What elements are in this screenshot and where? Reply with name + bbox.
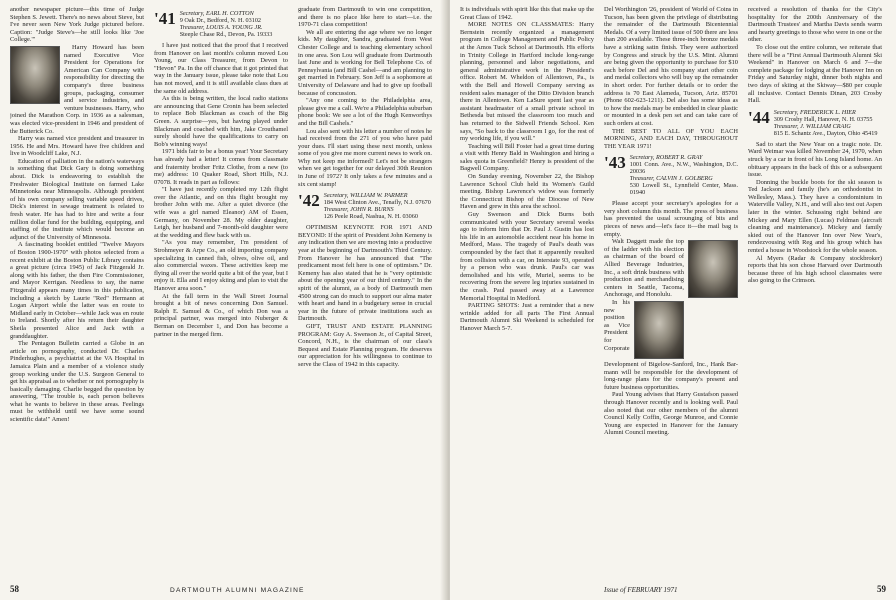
right-column-1 [460, 6, 594, 333]
paragraph: MORE NOTES ON CLASSMATES: Harry Bernstein recently organized a management program in College Management and Public Policy at the Amos Tuck School at Dartmouth. His efforts in Trinity College in Hartford include long-range planning, personnel and labor negotiations, and general administrative work in the President's office. Robert M. Wheldon of Allentown, Pa., is with the Bell and Howell Company serving as resident sales manager of the Ditto Division branch there in Allentown. Ken LaSure spent last year as assistant headmaster of a small private school in Bethesda but missed the classroom too much and has returned to the Sidwell Friends School. Ken says, "So back to the classroom I go, for the rest of my working life, if you will." [460, 21, 594, 143]
paragraph: "As you may remember, I'm president of Strohmeyer & Arpe Co., an old importing company specializing in canned fish, olives, olive oil, and also commercial waxes. These activities keep me flying all over the world quite a bit of the year, but I enjoy it. Ella and I enjoy skiing and plan to visit the Hanover area soon." [154, 239, 288, 292]
paragraph [10, 44, 144, 135]
paragraph: We all are entering the age where we no longer kids. My daughter, Sandra, graduated from West Chester College and is teaching elementary school in one area. Son Lou will graduate from Dartmouth last June and is working for Bell Telephone Co. of Pennsylvania (and Bill Cashel—and am planning to get married in February. Son Jeff is a sophomore at University of Delaware and had to give up football because of concussion. [298, 28, 432, 97]
magazine-name: DARTMOUTH ALUMNI MAGAZINE [170, 587, 305, 594]
class-year: '44 [748, 107, 770, 127]
class-officers [180, 10, 273, 38]
treasurer-name: Treasurer, JOHN R. BURNS [323, 206, 394, 214]
treasurer-address: 126 Peele Road, Nashua, N. H. 03060 [323, 213, 418, 221]
class-year: '43 [604, 153, 626, 173]
treasurer-name: Treasurer, J. WILLIAM CRAIG [773, 122, 851, 130]
paragraph: At the fall term in the Wall Street Journal brought a bit of news concerning Don Samuel. Ralph E. Samuel & Co., of which Don was a principal partner, was merged into Nuberger & Berman on December 1, and Don has become a partner in the merged firm. [154, 292, 288, 338]
left-page [0, 0, 446, 600]
secretary-address: 1001 Conn. Ave., N.W., Washington, D.C. 20036 [629, 161, 738, 176]
page-number: 58 [10, 584, 19, 594]
paragraph: "Any one coming to the Philadelphia area, please give me a call. We're a Philadelphia suburban phone book: We see a lot of the Hugh Kenworthys and the Bill Cashels." [298, 97, 432, 127]
paragraph: another newspaper picture—this time of Judge Stephen S. Jewett. There's no news about Steve, but I've never seen New York Judge pictured before. Caption: "Judge Steve's—he still looks like 'Joe College.'" [10, 6, 144, 44]
secretary-name: Secretary, ROBERT R. GRAY [629, 154, 703, 162]
secretary-address: 9 Oak Dr., Bedford, N. H. 03102 [179, 17, 262, 24]
secretary-name: Secretary, WILLIAM W. PARMER [323, 192, 408, 200]
paragraph: PARTING SHOTS: Just a reminder that a new wrinkle added for all parts The First Annual Dartmouth Alumni Ski Weekend is scheduled for Hanover March 5-7. [460, 302, 594, 332]
paragraph: A fascinating booklet entitled "Twelve Mayors of Boston 1900-1970" with photos selected from a recent exhibit at the Boston Public Library contains a great picture (circa 1945) of Jack Fitzgerald Jr. along with his father, the then Fire Commissioner, and Mayor Kerrigan. Needless to say, the name Fitzgerald appears many times in this publication, including a sketch by Laurie "Red" Hermann at Logan Airport while the latter was en route to Midland early in October—while Jack was en route to Ireland. Shortly after his return their daughter Sheila presented Alice and Jack with a granddaughter. [10, 241, 144, 340]
left-column-3 [298, 6, 432, 369]
portrait-photo-harry-howard [10, 46, 60, 104]
paragraph: Al Myers (Radar & Company stockbroker) reports that his son chose Harvard over Dartmouth because three of his high school classmates were also going to the Crimson. [748, 254, 882, 285]
page-number: 59 [877, 584, 886, 594]
portrait-photo-hank-barmann [634, 301, 684, 359]
paragraph: "I have just recently completed my 12th flight over the Atlantic, and on this flight brought my brother John with me. After a quiet divorce (the wife was a girl named Eleanor) AM of Essen, Germany, on November 28. My older daughter, Leigh, her husband and 7-month-old daughter were at the wedding and flew back with us. [154, 186, 288, 239]
paragraph: Guy Swenson and Dick Burns both communicated with your Secretary several weeks ago to inform him that Dr. Paul J. Gustin has lost his life in an automobile accident near his home in Medford, Mass. The tragedy of Paul's death was compounded by the fact that it apparently resulted from collision with a car, on Interstate 93, operated by a person who was drunk. Paul's car was demolished and his wife, Muriel, seems to be recovering from the severe leg injuries sustained in the crash. Paul passed away at a Lawrence Memorial Hospital in Medford. [460, 211, 594, 302]
paragraph-text: Harry Howard has been named Executive Vice President for Operations for American Can Company with responsibility for directing the company's three business groups, packaging, consumer and service industries, and venture businesses. Harry, who joined the Marathon Corp. in 1936 as a salesman, was elected vice-president in 1946 and president of the Butterick Co. [10, 43, 144, 135]
paragraph: Lou also sent with his letter a number of notes he had received from the 271 of you who have paid your dues. I'll start using these next month, unless some of you give me more current news to work on. Why not keep me informed? Let's not be strangers when we get together for our delayed 30th Reunion in June of 1972? It only takes a few minutes and a six cent stamp! [298, 127, 432, 188]
paragraph: Donning the buckle boots for the ski season is Ted Jackson and family (he's an orthodontist in Wellesley, Mass.). They have a condominium in Waterville Valley, N.H., and will also test out Aspen later in the winter. Schussing right behind are Mickey and Mary Ellen (Lucas) Feldman (aircraft cleaning and maintenance). Mickey and family skied out of the Hanover Inn over New Year's, rendezvousing with Reg and his group which has rented a house in Woodstock for the whole season. [748, 178, 882, 255]
right-page [450, 0, 896, 600]
paragraph: On Sunday evening, November 22, the Bishop Lawrence School Club held its Women's Guild meeting. Bishop Lawrence's widow was formerly the Connecticut Bishop of the Diocese of New Haven and grew in this area the school. [460, 173, 594, 211]
left-page-footer [10, 584, 19, 594]
paragraph: Please accept your secretary's apologies for a very short column this month. The press of business has prevented the usual scrounging of bits and pieces of news and—let's face it—the mail bag is empty. [604, 200, 738, 238]
right-page-number-wrap [877, 584, 886, 594]
paragraph: GIFT, TRUST AND ESTATE PLANNING PROGRAM: Guy A. Swenson Jr., of Capital Street, Concord, N.H., is the chairman of our class's Bequest and Estate Planning program. He deserves our appreciation for his willingness to continue to serve the Class of 1942 in this capacity. [298, 322, 432, 368]
class-officers [324, 192, 431, 220]
right-page-footer [604, 585, 678, 594]
portrait-photo-walt-daggett [688, 240, 738, 298]
secretary-address: 309 Crosby Hall, Hanover, N. H. 03755 [773, 115, 873, 123]
paragraph-text: Walt Daggett made the top of the ladder with his election as chairman of the board of Allied Beverage Industries, Inc., a soft drink business with production and merchandising centers in Seattle, Tacoma, Anchorage, and Honolulu. [604, 238, 684, 299]
secretary-address: 184 West Clinton Ave., Tenafly, N.J. 07670 [323, 199, 431, 207]
secretary-name: Secretary, FREDERICK L. HIER [773, 108, 856, 116]
right-column-2 [604, 6, 738, 437]
treasurer-name: Treasurer, LOUIS A. YOUNG JR. [179, 24, 263, 31]
paragraph: Sad to start the New Year on a tragic note. Dr. Ward Weimar was killed November 24, 1970, when struck by a car in front of his Long Island home. An obituary appears in the back of this or a subsequent issue. [748, 140, 882, 179]
class-heading-41 [154, 10, 288, 38]
paragraph: As this is being written, the local radio stations are announcing that Gene Cronin has been selected to replace Bob Blackman as coach of the Big Green. A surprise—yes, but having played under Blackman and coached with him, Jake Crouthamel surely should have the qualifications to carry on Bob's winning ways! [154, 95, 288, 148]
treasurer-address: 815 E. Schantz Ave., Dayton, Ohio 45419 [773, 129, 878, 137]
paragraph: received a resolution of thanks for the City's hospitality for the 200th Anniversary of the Dartmouth Trustees' and Martha Davis sends warm and hearty greetings to those who were in one or the other. [748, 6, 882, 44]
issue-date: Issue of FEBRUARY 1971 [604, 586, 678, 594]
class-heading-43 [604, 154, 738, 196]
paragraph: Del Worthington '26, president of World of Coins in Tucson, has been given the privilege of distributing the remainder of the Dartmouth Bicentennial Medals. Of a very limited issue of 500 there are less than 200 available. These three-inch bronze medals have a striking satin finish. They were authorized by Congress and struck by the U.S. Mint. Alumni are being given the opportunity to purchase for $10 each before Del and his company start other coin and medal collectors who will buy up the remainder in short order. For further details or to order the address is 70 East Alameda, Tucson, Ariz. 85701 (Phone 602-623-1211). Del also has some ideas as to how the medals may be embedded in clear plastic or mounted in a desk pen set and can take care of such orders at cost. [604, 6, 738, 127]
class-heading-44 [748, 109, 882, 137]
paragraph: 1971 bids fair to be a bonus year! Your Secretary has already had a letter! It comes from classmate and fraternity brother Fritz Clothe, from a new (to me) address: 10 Quaker Road, Short Hills, N.J. 07078. It reads in part as follows: [154, 148, 288, 186]
class-year: '42 [298, 191, 320, 211]
treasurer-name: Treasurer, CALVIN J. GOLBERG [629, 175, 713, 183]
paragraph: THE BEST TO ALL OF YOU EACH MORNING, AND EACH DAY, THROUGHOUT THE YEAR 1971! [604, 127, 738, 150]
paragraph [604, 299, 738, 391]
paragraph [604, 238, 738, 299]
class-officers [774, 109, 878, 137]
magazine-title-footer [170, 585, 305, 594]
paragraph: I have just noticed that the proof that I received from Hanover on last month's column moved Lou Young, our Class Treasurer, from Devon to "Hevon" Pa. In the off chance that it got printed that way in the January issue, please take note that Lou has not moved, and it is still available class dues at the same old address. [154, 42, 288, 95]
treasurer-address: Steeple Chase Rd., Devon, Pa. 19333 [179, 31, 273, 38]
class-year: '41 [154, 9, 176, 28]
paragraph: Paul Young advises that Harry Gustafson passed through Hanover recently and is looking well. Paul also noted that our other members of the alumni Council Kelly Coffin, George Munroe, and Connie Young are expected in Hanover for the January Alumni Council meeting. [604, 391, 738, 437]
right-column-3 [748, 6, 882, 285]
paragraph: Education of palliation in the nation's waterways is something that Dick Gary is doing something about. Dick is endeavoring to establish the Freshwater Biological Institute on farmed Lake Minnetonka near Minneapolis. Although president of his own company selling variable speed drives, Dick's interest in sewage treatment is related to fresh water. He has had to hire and write a four million dollar fund for the building, equipping, and staffing of the institute which would become an adjunct of the University of Minnesota. [10, 157, 144, 241]
left-column-1 [10, 6, 144, 424]
paragraph: Harry was named vice president and treasurer in 1956. He and Mrs. Howard have five children and live in Woodcliff Lake, N.J. [10, 135, 144, 158]
secretary-name: Secretary, EARL H. COTTON [179, 10, 254, 17]
paragraph: It is individuals with spirit like this that make up the Great Class of 1942. [460, 6, 594, 21]
treasurer-address: 530 Lowell St., Lynnfield Center, Mass. 01940 [629, 182, 738, 197]
paragraph: To close out the entire column, we reiterate that there will be a "First Annual Dartmouth Alumni Ski Weekend" in Hanover on March 6 and 7—the complete package for lodging at the Hanover Inn on Friday and Saturday night, dinner both nights and two days of skiing at the Skiway—$80 per couple all inclusive. Contact Dennis Dinan, 203 Crosby Hall. [748, 43, 882, 105]
paragraph: Teaching will Bill Foster had a great time during a visit with Henry Bald in Washington and hiring a sales quota in Greenfield? Henry is president of the Bagwell Company. [460, 142, 594, 173]
paragraph: OPTIMISM KEYNOTE FOR 1971 AND BEYOND: If the spirit of President John Kemeny is any indication then we are moving into a productive year at the beginning of Dartmouth's Third Century. From Hanover he has announced that "The predicament most felt here is one of optimism." Dr. Kemeny has also stated that he is "very optimistic about the opening year of our third century." In the spirit of the alumni, as a body of Dartmouth men 4500 strong can do much to support our alma mater with heart and hand in a budgetary sense in crucial year in the future of private institutions such as Dartmouth. [298, 224, 432, 323]
left-column-2 [154, 6, 288, 338]
paragraph-text: In his new position as Vice President for Corporate Development of Bigelow-Sanford, Inc., Hank Bar-mann will be responsible for the development of long-range plans for the company's present and future business opportunities. [604, 299, 738, 391]
paragraph: graduate from Dartmouth to win one competition, and there is no place like here to start—i.e. the 1970-71 class competition! [298, 6, 432, 29]
paragraph: The Pentagon Bulletin carried a Globe in an article on pornography, conducted Dr. Charles Pinderhughes, a psychiatrist at the VA Hospital in Jamaica Plain and a member of a violence study group working under the U.S. Surgeon General to get his appraisal as to whether or not pornography is basically damaging. Charlie begged the question by answering, "The trouble is, each person believes what he wants to believe in these areas. Feelings must be withheld until we have some sound scientific data!" Amen! [10, 340, 144, 424]
class-officers [630, 154, 738, 196]
class-heading-42 [298, 192, 432, 220]
